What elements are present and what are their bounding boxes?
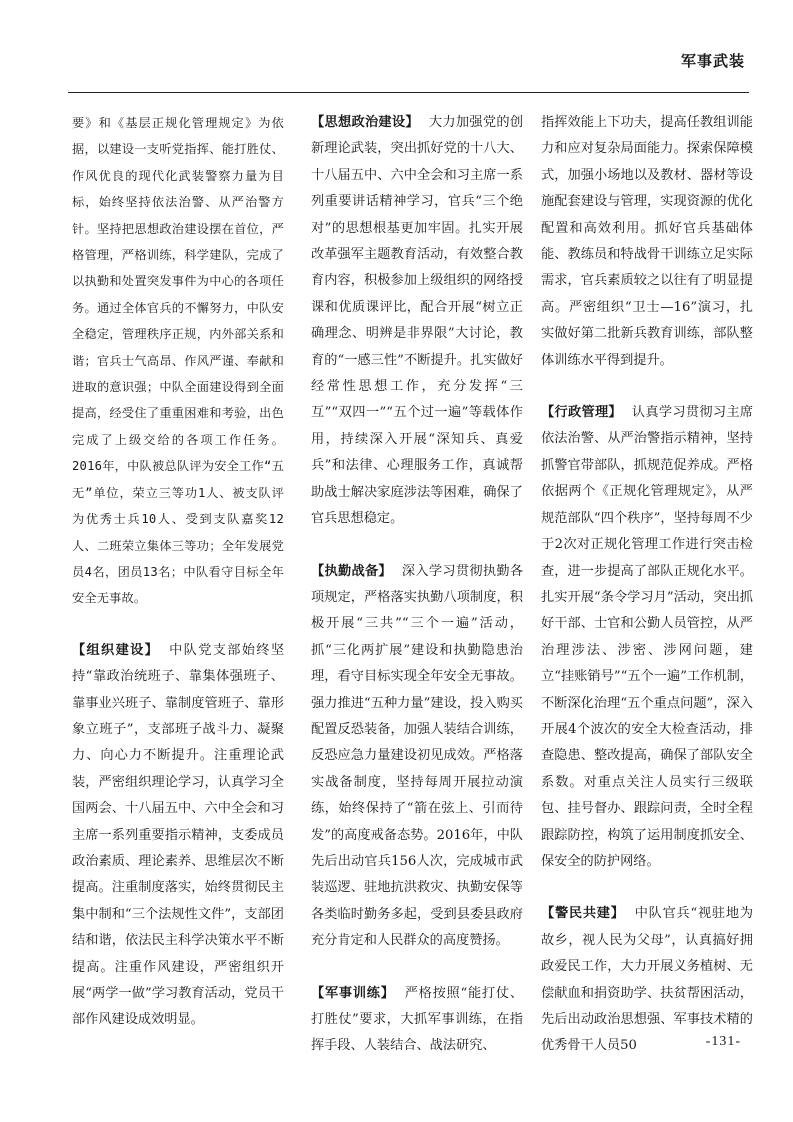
section-political <box>311 110 523 533</box>
training-continued-paragraph: 指挥效能上下功夫，提高任教组训能力和应对复杂局面能力。探索保障模式，加强小场地以及教材、器材等设施配套建设与管理，实现资源的优化配置和高效利用。抓好官兵基础体能、教练员和特战骨干训练立足实际需求，官兵素质较之以往有了明显提高。严密组织“卫士—16”演习，扎实做好第二批新兵教育训练，部队整体训练水平得到提升。 <box>541 115 753 368</box>
column-right <box>541 110 753 1086</box>
section-duty-readiness <box>311 559 523 955</box>
section-body: 严格按照“能打仗、打胜仗”要求，大抓军事训练，在指挥手段、人装结合、战法研究、 <box>311 985 524 1054</box>
section-body: 深入学习贯彻执勤各项规定，严格落实执勤八项制度，积极开展“三共”“三个一遍”活动，抓“三化两扩展”建设和执勤隐患治理，看守目标实现全年安全无事故。强力推进“五种力量”建设，投入购买配置反恐装备，加强人装结合训练，反恐应急力量建设初见成效。严格落实战备制度，坚持每周开展拉动演练，始终保持了“箭在弦上、引而待发”的高度戒备态势。2016年，中队先后出动官兵156人次，完成城市武装巡逻、驻地抗洪救灾、执勤安保等各类临时勤务多起，受到县委县政府充分肯定和人民群众的高度赞扬。 <box>311 563 524 949</box>
section-body: 中队党支部始终坚持“靠政治统班子、靠集体强班子、靠事业兴班子、靠制度管班子、靠形象立班子”，支部班子战斗力、凝聚力、向心力不断提升。注重理论武装，严密组织理论学习，认真学习全国两会、十八届五中、六中全会和习主席一系列重要指示精神，支委成员政治素质、理论素养、思维层次不断提高。注重制度落实，始终贯彻民主集中制和“三个法规性文件”，支部团结和谐，依法民主科学决策水平不断提高。注重作风建设，严密组织开展“两学一做”学习教育活动，党员干部作风建设成效明显。 <box>72 642 285 1028</box>
column-left <box>72 110 284 1060</box>
page-number: -131- <box>705 1034 741 1049</box>
section-body: 认真学习贯彻习主席依法治警、从严治警指示精神，坚持抓警官带部队，抓规范促养成。严格依据两个《正规化管理规定》，从严规范部队“四个秩序”，坚持每周不少于2次对正规化管理工作进行突击检查，进一步提高了部队正规化水平。扎实开展“条令学习月”活动，突出抓好干部、士官和公勤人员管控，从严治理涉法、涉密、涉网问题，建立“挂账销号”“五个一遍”工作机制，不断深化治理“五个重点问题”，深入开展4个波次的安全大检查活动，排查隐患、整改提高，确保了部队安全系数。对重点关注人员实行三级联包、挂号督办、跟踪问责，全时全程跟踪防控，构筑了运用制度抓安全、保安全的防护网络。 <box>541 405 754 869</box>
section-administration <box>541 400 753 875</box>
column-middle <box>311 110 523 1086</box>
header-divider <box>68 92 749 93</box>
section-title: 【思想政治建设】 <box>311 115 419 130</box>
section-military-training <box>311 981 523 1060</box>
section-title: 【组织建设】 <box>72 642 160 658</box>
section-header-title: 军事武装 <box>680 52 745 70</box>
section-organization <box>72 638 284 1034</box>
section-title: 【警民共建】 <box>541 906 625 922</box>
section-title: 【行政管理】 <box>541 405 622 421</box>
section-title: 【执勤战备】 <box>311 563 392 579</box>
section-body: 中队官兵“视驻地为故乡，视人民为父母”，认真搞好拥政爱民工作，大力开展义务植树、无偿献血和捐资助学、扶贫帮困活动，先后出动政治思想强、军事技术精的优秀骨干人员50 <box>541 906 754 1054</box>
section-title: 【军事训练】 <box>311 985 395 1001</box>
intro-paragraph: 要》和《基层正规化管理规定》为依据，以建设一支听党指挥、能打胜仗、作风优良的现代化武装警察力量为目标，始终坚持依法治警、从严治警方针。坚持把思想政治建设摆在首位，严格管理，严格训练，科学建队，完成了以执勤和处置突发事件为中心的各项任务。通过全体官兵的不懈努力，中队安全稳定，管理秩序正规，内外部关系和谐；官兵士气高昂、作风严谨、奉献和进取的意识强；中队全面建设得到全面提高，经受住了重重困难和考验，出色完成了上级交给的各项工作任务。2016年，中队被总队评为安全工作“五无”单位，荣立三等功1人、被支队评为优秀士兵10人、受到支队嘉奖12人、二班荣立集体三等功；全年发展党员4名，团员13名；中队看守目标全年安全无事故。 <box>72 116 284 606</box>
section-body: 大力加强党的创新理论武装，突出抓好党的十八大、十八届五中、六中全会和习主席一系列重要讲话精神学习，官兵“三个绝对”的思想根基更加牢固。扎实开展改革强军主题教育活动，有效整合教育内容，积极参加上级组织的网络授课和优质课评比，配合开展“树立正确理念、明辨是非界限”大讨论，教育的“一感三性”不断提升。扎实做好经常性思想工作，充分发挥“三互”“双四一”“五个过一遍”等载体作用，持续深入开展“深知兵、真爱兵”和法律、心理服务工作，真诚帮助战士解决家庭涉法等困难，确保了官兵思想稳定。 <box>311 115 524 527</box>
